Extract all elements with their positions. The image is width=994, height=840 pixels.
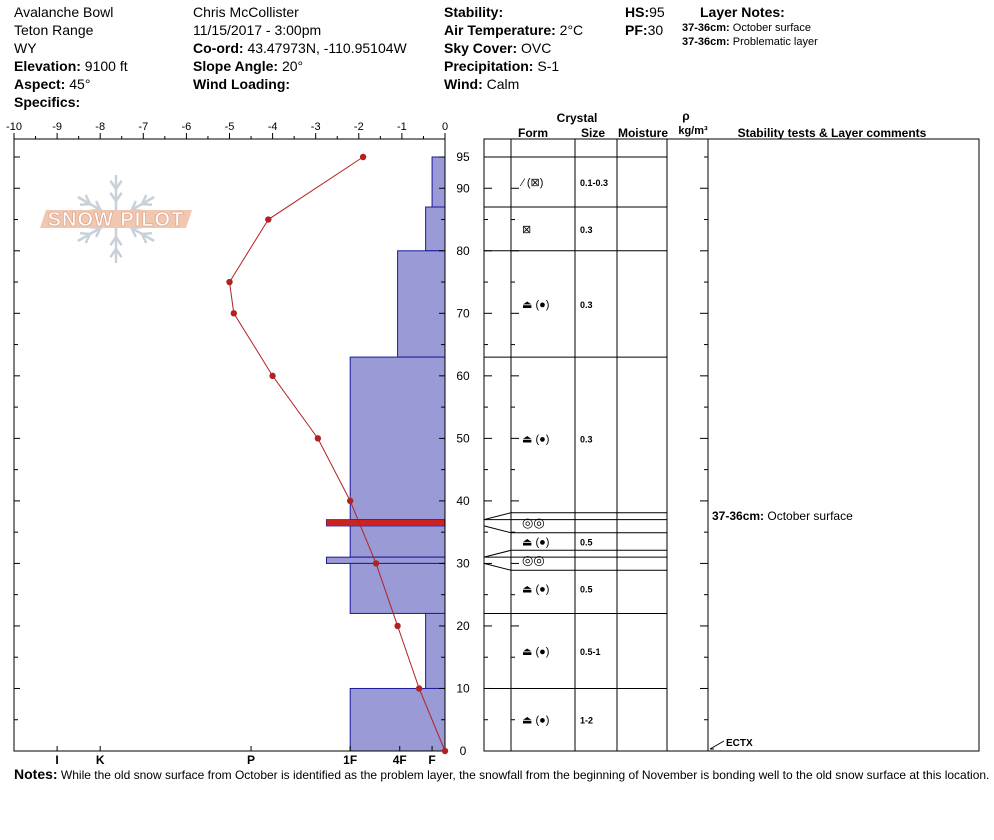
temperature-axis: [6, 121, 448, 139]
height-tick-label: 95: [456, 150, 470, 164]
temp-tick-label: -7: [138, 121, 149, 133]
layer-note-1-text: October surface: [732, 22, 812, 34]
hardness-tick-label: F: [428, 753, 436, 767]
elevation-value: 9100 ft: [84, 58, 128, 74]
hardness-tick-label: K: [95, 753, 105, 767]
grain-size: 0.5: [580, 584, 593, 595]
temperature-point: [373, 560, 379, 566]
slope-label: Slope Angle:: [193, 58, 279, 74]
observation-datetime: 11/15/2017 - 3:00pm: [193, 22, 322, 38]
observer-name: Chris McCollister: [193, 4, 299, 20]
temperature-point: [360, 154, 366, 160]
precip-value: S-1: [537, 58, 560, 74]
layer-notes-title-text: Layer Notes:: [700, 4, 785, 20]
temperature-point: [226, 279, 232, 285]
height-tick-label: 30: [456, 556, 470, 571]
crystal-header: Crystal: [556, 111, 598, 125]
hardness-bar: [326, 557, 445, 563]
notes-label: Notes:: [14, 766, 58, 782]
coord-value: 43.47973N, -110.95104W: [247, 40, 407, 56]
height-tick-label: 50: [456, 431, 470, 446]
grain-form: ⏏ (●): [522, 298, 550, 311]
slope-value: 20°: [281, 58, 304, 74]
crystal-table: [484, 109, 979, 751]
state-name: WY: [14, 40, 37, 56]
wind-value: Calm: [486, 76, 520, 92]
hardness-bar: [398, 251, 445, 357]
row-connector: [484, 526, 511, 533]
temperature-point: [347, 498, 353, 504]
sky-label: Sky Cover:: [444, 40, 518, 56]
grain-form: ◎◎: [522, 552, 545, 568]
layer-comment: [712, 509, 853, 523]
wind-loading-label: Wind Loading:: [193, 76, 291, 92]
layer-comment-depth: 37-36cm:: [712, 508, 768, 523]
logo-text: SNOW PILOT: [47, 209, 185, 231]
height-tick-label: 20: [456, 618, 470, 633]
layer-note-2-text: Problematic layer: [732, 36, 818, 48]
temperature-point: [394, 623, 400, 629]
size-header: Size: [580, 126, 606, 140]
layer-comment-text: October surface: [767, 508, 853, 523]
notes-section: [14, 766, 994, 782]
grain-form: ⁄ (⊠): [522, 177, 544, 190]
height-tick-label: 60: [456, 368, 470, 383]
hardness-bar: [432, 157, 445, 207]
temp-tick-label: 0: [441, 121, 449, 133]
temperature-point: [442, 748, 448, 754]
moisture-header: Moisture: [617, 126, 669, 140]
location-name: Avalanche Bowl: [14, 4, 114, 20]
hardness-bar: [426, 207, 445, 251]
grain-size: 0.3: [580, 224, 593, 235]
grain-size: 0.1-0.3: [580, 178, 609, 189]
hardness-bar: [350, 526, 445, 557]
hardness-tick-label: 1F: [343, 753, 358, 767]
grain-form: ⏏ (●): [522, 433, 550, 446]
temp-tick-label: -2: [353, 121, 364, 133]
height-tick-label: 70: [456, 306, 470, 321]
stability-tests: [710, 738, 753, 749]
height-tick-label: 40: [456, 493, 470, 508]
pf-label: PF:: [625, 22, 648, 38]
grain-form: ⏏ (●): [522, 583, 550, 596]
density-unit-header: kg/m³: [678, 125, 708, 137]
temperature-point: [231, 310, 237, 316]
test-pointer: [710, 741, 724, 749]
grain-size: 0.5: [580, 537, 593, 548]
air-temp-label: Air Temperature:: [444, 22, 556, 38]
stability-header: Stability tests & Layer comments: [737, 126, 927, 140]
hardness-tick-label: P: [247, 753, 256, 767]
air-temp-value: 2°C: [559, 22, 584, 38]
temp-tick-label: -6: [181, 121, 192, 133]
hardness-tick-label: 4F: [392, 753, 407, 767]
hs-value: 95: [649, 4, 665, 20]
hs-label: HS:: [625, 4, 650, 20]
stability-label: Stability:: [444, 4, 504, 20]
layer-note-2-depth: 37-36cm:: [682, 36, 730, 48]
grain-form: ⏏ (●): [522, 714, 550, 727]
pf-value: 30: [647, 22, 664, 38]
coord-label: Co-ord:: [193, 40, 244, 56]
specifics-label: Specifics:: [14, 94, 81, 110]
snowpilot-logo: [40, 175, 192, 263]
range-name: Teton Range: [14, 22, 94, 38]
temp-tick-label: -3: [310, 121, 321, 133]
grain-size: 0.3: [580, 299, 593, 310]
temp-tick-label: -5: [224, 121, 235, 133]
temperature-point: [315, 435, 321, 441]
grain-form: ◎◎: [522, 514, 545, 530]
snowflake-branch: [80, 204, 90, 205]
table-height-ticks: [484, 157, 708, 720]
table-frame: [484, 139, 979, 751]
layer-comments: [712, 509, 853, 523]
height-tick-label: 10: [456, 681, 470, 696]
temp-tick-label: -10: [6, 121, 22, 133]
height-tick-label: 80: [456, 243, 470, 258]
snowflake-branch: [142, 204, 152, 205]
grain-form: ⏏ (●): [522, 645, 550, 658]
grain-form: ⊠: [522, 223, 532, 236]
notes-text: While the old snow surface from October is identified as the problem layer, the snowfall from the beginning of November is bonding well to the old snow surface at this location.: [60, 768, 990, 782]
snowflake-branch: [142, 233, 152, 234]
elevation-label: Elevation:: [14, 58, 81, 74]
hardness-bar: [426, 613, 445, 688]
height-tick-label: 90: [456, 181, 470, 196]
row-connector: [484, 550, 511, 557]
hardness-bars: [326, 157, 445, 751]
form-header: Form: [518, 126, 548, 140]
temperature-point: [416, 685, 422, 691]
hardness-bar: [350, 563, 445, 613]
rho-header: ρ: [682, 109, 690, 123]
stability-test-label: ECTX: [726, 738, 753, 749]
precip-label: Precipitation:: [444, 58, 534, 74]
hardness-bar: [350, 688, 445, 751]
temp-tick-label: -8: [95, 121, 106, 133]
temp-tick-label: -9: [52, 121, 62, 133]
row-connector: [484, 563, 511, 570]
temp-tick-label: -4: [267, 121, 278, 133]
aspect-label: Aspect:: [14, 76, 66, 92]
sky-value: OVC: [521, 40, 552, 56]
highlight-layer-bar: [326, 520, 445, 526]
grain-size: 1-2: [580, 715, 594, 726]
snowflake-branch: [80, 233, 90, 234]
hardness-tick-label: I: [55, 753, 59, 767]
height-tick-label: 0: [459, 744, 467, 758]
grain-size: 0.3: [580, 434, 593, 445]
grain-size: 0.5-1: [580, 646, 601, 657]
temperature-point: [269, 373, 275, 379]
aspect-value: 45°: [69, 76, 91, 92]
temperature-point: [265, 216, 271, 222]
wind-label: Wind:: [444, 76, 483, 92]
grain-form: ⏏ (●): [522, 536, 550, 549]
row-connector: [484, 513, 511, 520]
temp-tick-label: -1: [397, 121, 407, 133]
hardness-bar: [350, 357, 445, 520]
layer-note-1-depth: 37-36cm:: [682, 22, 730, 34]
